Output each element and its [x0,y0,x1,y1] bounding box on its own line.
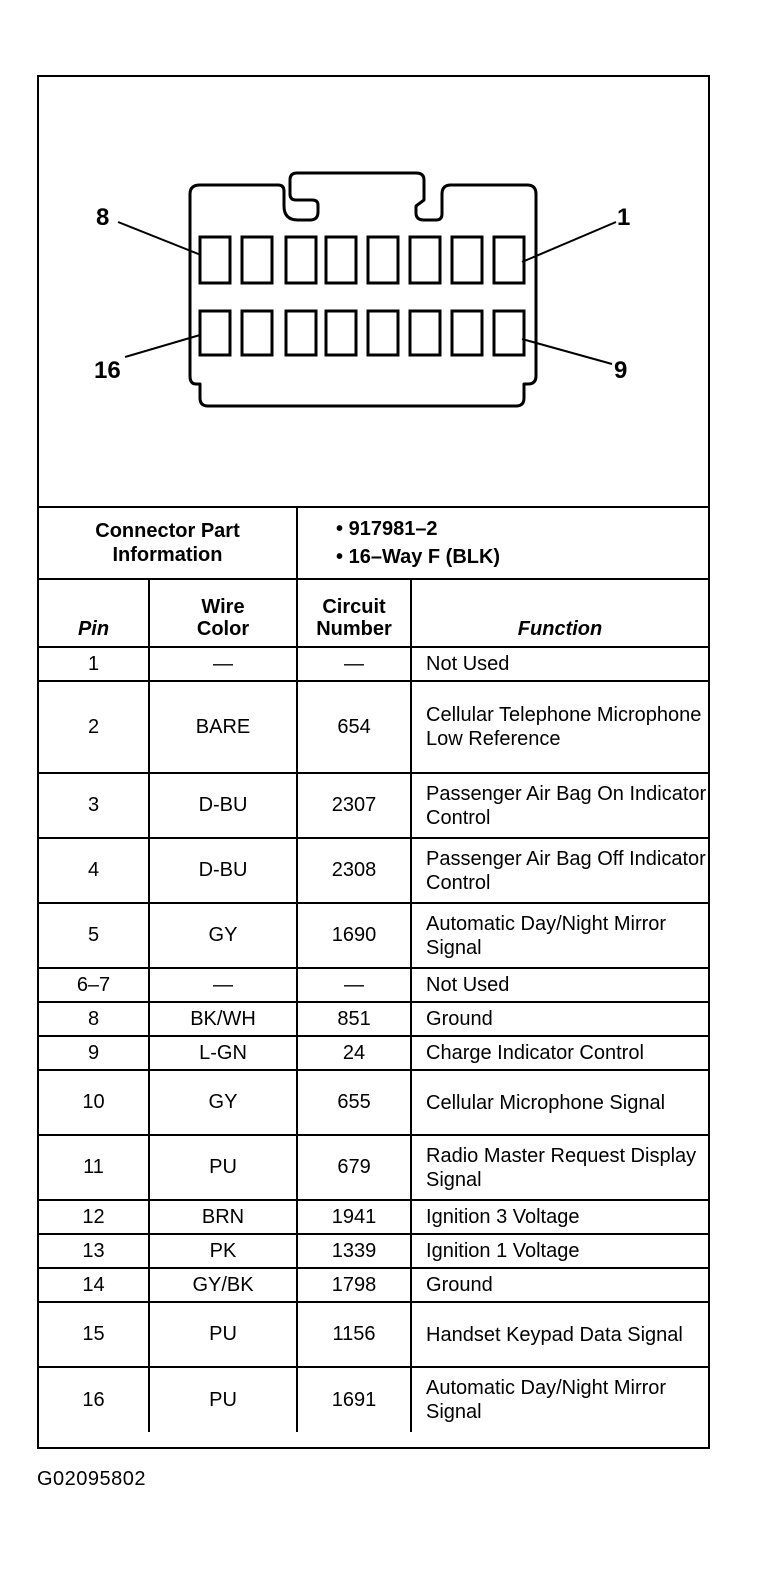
function-cell: Ground [411,1268,708,1302]
pin-cavity [494,237,524,283]
wire-color-cell: PU [149,1367,297,1432]
function-cell: Passenger Air Bag Off Indicator Control [411,838,708,903]
connector-outline [190,173,536,406]
circuit-number-cell: 1941 [297,1200,411,1234]
pin-label-8: 8 [96,204,110,231]
table-row [39,1135,708,1200]
connector-figure [37,75,710,1449]
connector-face-svg [0,0,759,520]
part-number: • 917981–2 [336,518,438,540]
function-cell: Charge Indicator Control [411,1036,708,1070]
circuit-number-cell: 654 [297,681,411,773]
pin-cell: 4 [39,838,149,903]
table-row [39,773,708,838]
circuit-number-cell: 24 [297,1036,411,1070]
table-row [39,968,708,1002]
connector-diagram [39,77,708,506]
table-row [39,1070,708,1135]
table-row [39,1036,708,1070]
circuit-number-cell: 2308 [297,838,411,903]
circuit-number-cell: 2307 [297,773,411,838]
connector-info-values [297,507,708,579]
pin-cell: 8 [39,1002,149,1036]
table-row [39,1002,708,1036]
table-row [39,681,708,773]
wire-color-cell: D-BU [149,773,297,838]
pin-cell: 10 [39,1070,149,1135]
pin-cell: 9 [39,1036,149,1070]
wire-color-cell: L-GN [149,1036,297,1070]
function-cell: Cellular Telephone Microphone Low Reference [411,681,708,773]
pin-cavity [326,237,356,283]
circuit-number-cell: 851 [297,1002,411,1036]
pin-cell: 1 [39,647,149,681]
pin-cell: 2 [39,681,149,773]
pin-cell: 11 [39,1135,149,1200]
table-row [39,647,708,681]
pin-label-16: 16 [94,357,121,384]
wire-color-cell: BARE [149,681,297,773]
pin-cavity [200,311,230,355]
function-cell: Ignition 3 Voltage [411,1200,708,1234]
wire-color-cell: GY [149,903,297,968]
wire-color-cell: — [149,647,297,681]
header-row [39,579,708,647]
wire-color-cell: PK [149,1234,297,1268]
wire-color-cell: BK/WH [149,1002,297,1036]
circuit-number-cell: 1798 [297,1268,411,1302]
pin-label-1: 1 [617,204,631,231]
connector-info-label: Connector Part Information [39,507,297,579]
circuit-number-cell: — [297,647,411,681]
pin-cell: 12 [39,1200,149,1234]
pin-cavity [368,237,398,283]
header-pin: Pin [39,579,149,647]
pin-cavity [452,237,482,283]
wire-color-cell: GY/BK [149,1268,297,1302]
pin-cavity [286,311,316,355]
pin-cell: 15 [39,1302,149,1367]
pin-cavity [242,311,272,355]
connector-type: • 16–Way F (BLK) [336,546,501,568]
pin-cavity [410,311,440,355]
circuit-number-cell: 1156 [297,1302,411,1367]
pin-cavity [242,237,272,283]
pin-cavity [494,311,524,355]
pin-cavity [368,311,398,355]
connector-info-row [39,507,708,579]
pin-cell: 13 [39,1234,149,1268]
table-row [39,1234,708,1268]
table-row [39,838,708,903]
function-cell: Cellular Microphone Signal [411,1070,708,1135]
header-function: Function [411,579,708,647]
function-cell: Not Used [411,647,708,681]
function-cell: Handset Keypad Data Signal [411,1302,708,1367]
pin-cell: 16 [39,1367,149,1432]
figure-id: G02095802 [37,1468,147,1490]
circuit-number-cell: 679 [297,1135,411,1200]
circuit-number-cell: 1690 [297,903,411,968]
table-row [39,1200,708,1234]
pin-cavity [326,311,356,355]
pin-cell: 5 [39,903,149,968]
pin-cell: 14 [39,1268,149,1302]
circuit-number-cell: 655 [297,1070,411,1135]
pin-cavity [200,237,230,283]
wire-color-cell: — [149,968,297,1002]
table-row [39,903,708,968]
pin-label-9: 9 [614,357,628,384]
wire-color-cell: PU [149,1135,297,1200]
table-row [39,1302,708,1367]
header-wire-color: Wire Color [149,579,297,647]
pin-cell: 6–7 [39,968,149,1002]
pin-cavity [452,311,482,355]
function-cell: Passenger Air Bag On Indicator Control [411,773,708,838]
circuit-number-cell: — [297,968,411,1002]
wire-color-cell: GY [149,1070,297,1135]
pinout-table [39,506,708,1432]
pin-cell: 3 [39,773,149,838]
circuit-number-cell: 1691 [297,1367,411,1432]
function-cell: Automatic Day/Night Mirror Signal [411,903,708,968]
wire-color-cell: D-BU [149,838,297,903]
circuit-number-cell: 1339 [297,1234,411,1268]
pin-cavity [286,237,316,283]
header-circuit-number: Circuit Number [297,579,411,647]
function-cell: Automatic Day/Night Mirror Signal [411,1367,708,1432]
table-row [39,1268,708,1302]
function-cell: Radio Master Request Display Signal [411,1135,708,1200]
pin-cavity [410,237,440,283]
function-cell: Ignition 1 Voltage [411,1234,708,1268]
function-cell: Not Used [411,968,708,1002]
wire-color-cell: BRN [149,1200,297,1234]
wire-color-cell: PU [149,1302,297,1367]
function-cell: Ground [411,1002,708,1036]
table-row [39,1367,708,1432]
